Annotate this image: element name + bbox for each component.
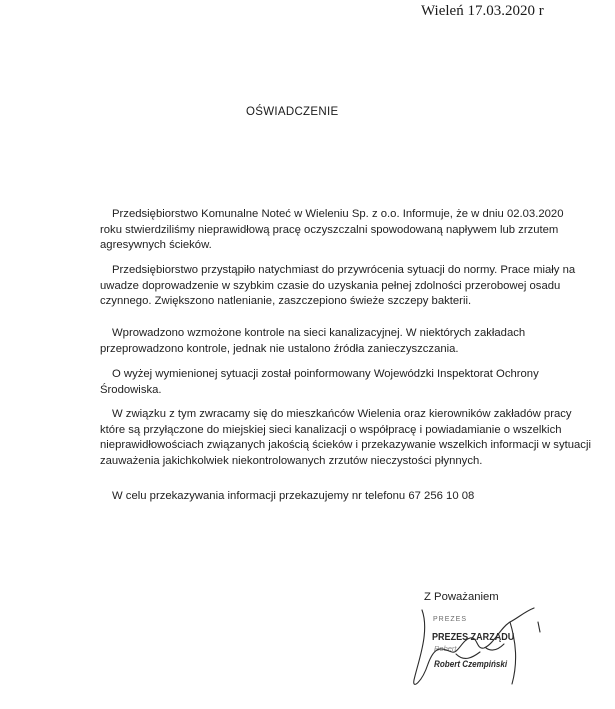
text-line: W celu przekazywania informacji przekazujemy nr telefonu 67 256 10 08 [112,490,475,502]
stamp-name-light: Robert [434,644,457,653]
text-line: przeprowadzono kontrole, jednak nie ustalono źródła zanieczyszczania. [100,342,459,355]
text-line: nieprawidłowościach związanych jakością ścieków i przekazywanie wszelkich informacji w sytuacji [100,439,591,451]
letter-date: Wieleń 17.03.2020 r [421,3,544,19]
stamp-small-text: PREZES [433,616,468,623]
paragraph-1 [100,207,564,254]
paragraph-5 [100,407,591,469]
text-line: roku stwierdziliśmy nieprawidłową pracę oczyszczalni spowodowaną napływem lub zrzutem [100,223,559,236]
closing-salutation: Z Poważaniem [424,591,499,603]
stamp-name: Robert Czempiński [434,659,508,670]
text-line: agresywnych ścieków. [100,239,212,251]
text-line: które są przyłączone do miejskiej sieci kanalizacji o współpracę i powiadamianie o wszelkich [100,423,562,436]
text-line: uwadze doprowadzenie w szybkim czasie do uzyskania pełnej zdolności przerobowej osadu [100,279,561,292]
text-line: O wyżej wymienionej sytuacji został poinformowany Wojewódzki Inspektorat Ochrony [112,368,539,380]
stamp-title: PREZES ZARZĄDU [432,631,515,643]
document-title: OŚWIADCZENIE [246,106,339,118]
text-line: W związku z tym zwracamy się do mieszkańców Wielenia oraz kierowników zakładów pracy [112,408,572,420]
paragraph-3 [100,326,525,357]
paragraph-6 [100,489,474,505]
paragraph-4 [100,367,539,398]
text-line: Przedsiębiorstwo przystąpiło natychmiast do przywrócenia sytuacji do normy. Prace miały na [112,264,576,276]
text-line: Środowiska. [100,383,162,396]
text-line: Wprowadzono wzmożone kontrole na sieci kanalizacyjnej. W niektórych zakładach [112,327,526,339]
handwritten-signature [400,592,560,702]
text-line: czynnego. Zwiększono natlenianie, zaszczepiono świeże szczepy bakterii. [100,295,472,307]
text-line: Przedsiębiorstwo Komunalne Noteć w Wieleniu Sp. z o.o. Informuje, że w dniu 02.03.2020 [112,208,564,220]
text-line: zauważenia jakichkolwiek niekontrolowanych zrzutów nieczystości płynnych. [100,454,483,467]
paragraph-2 [100,263,575,310]
